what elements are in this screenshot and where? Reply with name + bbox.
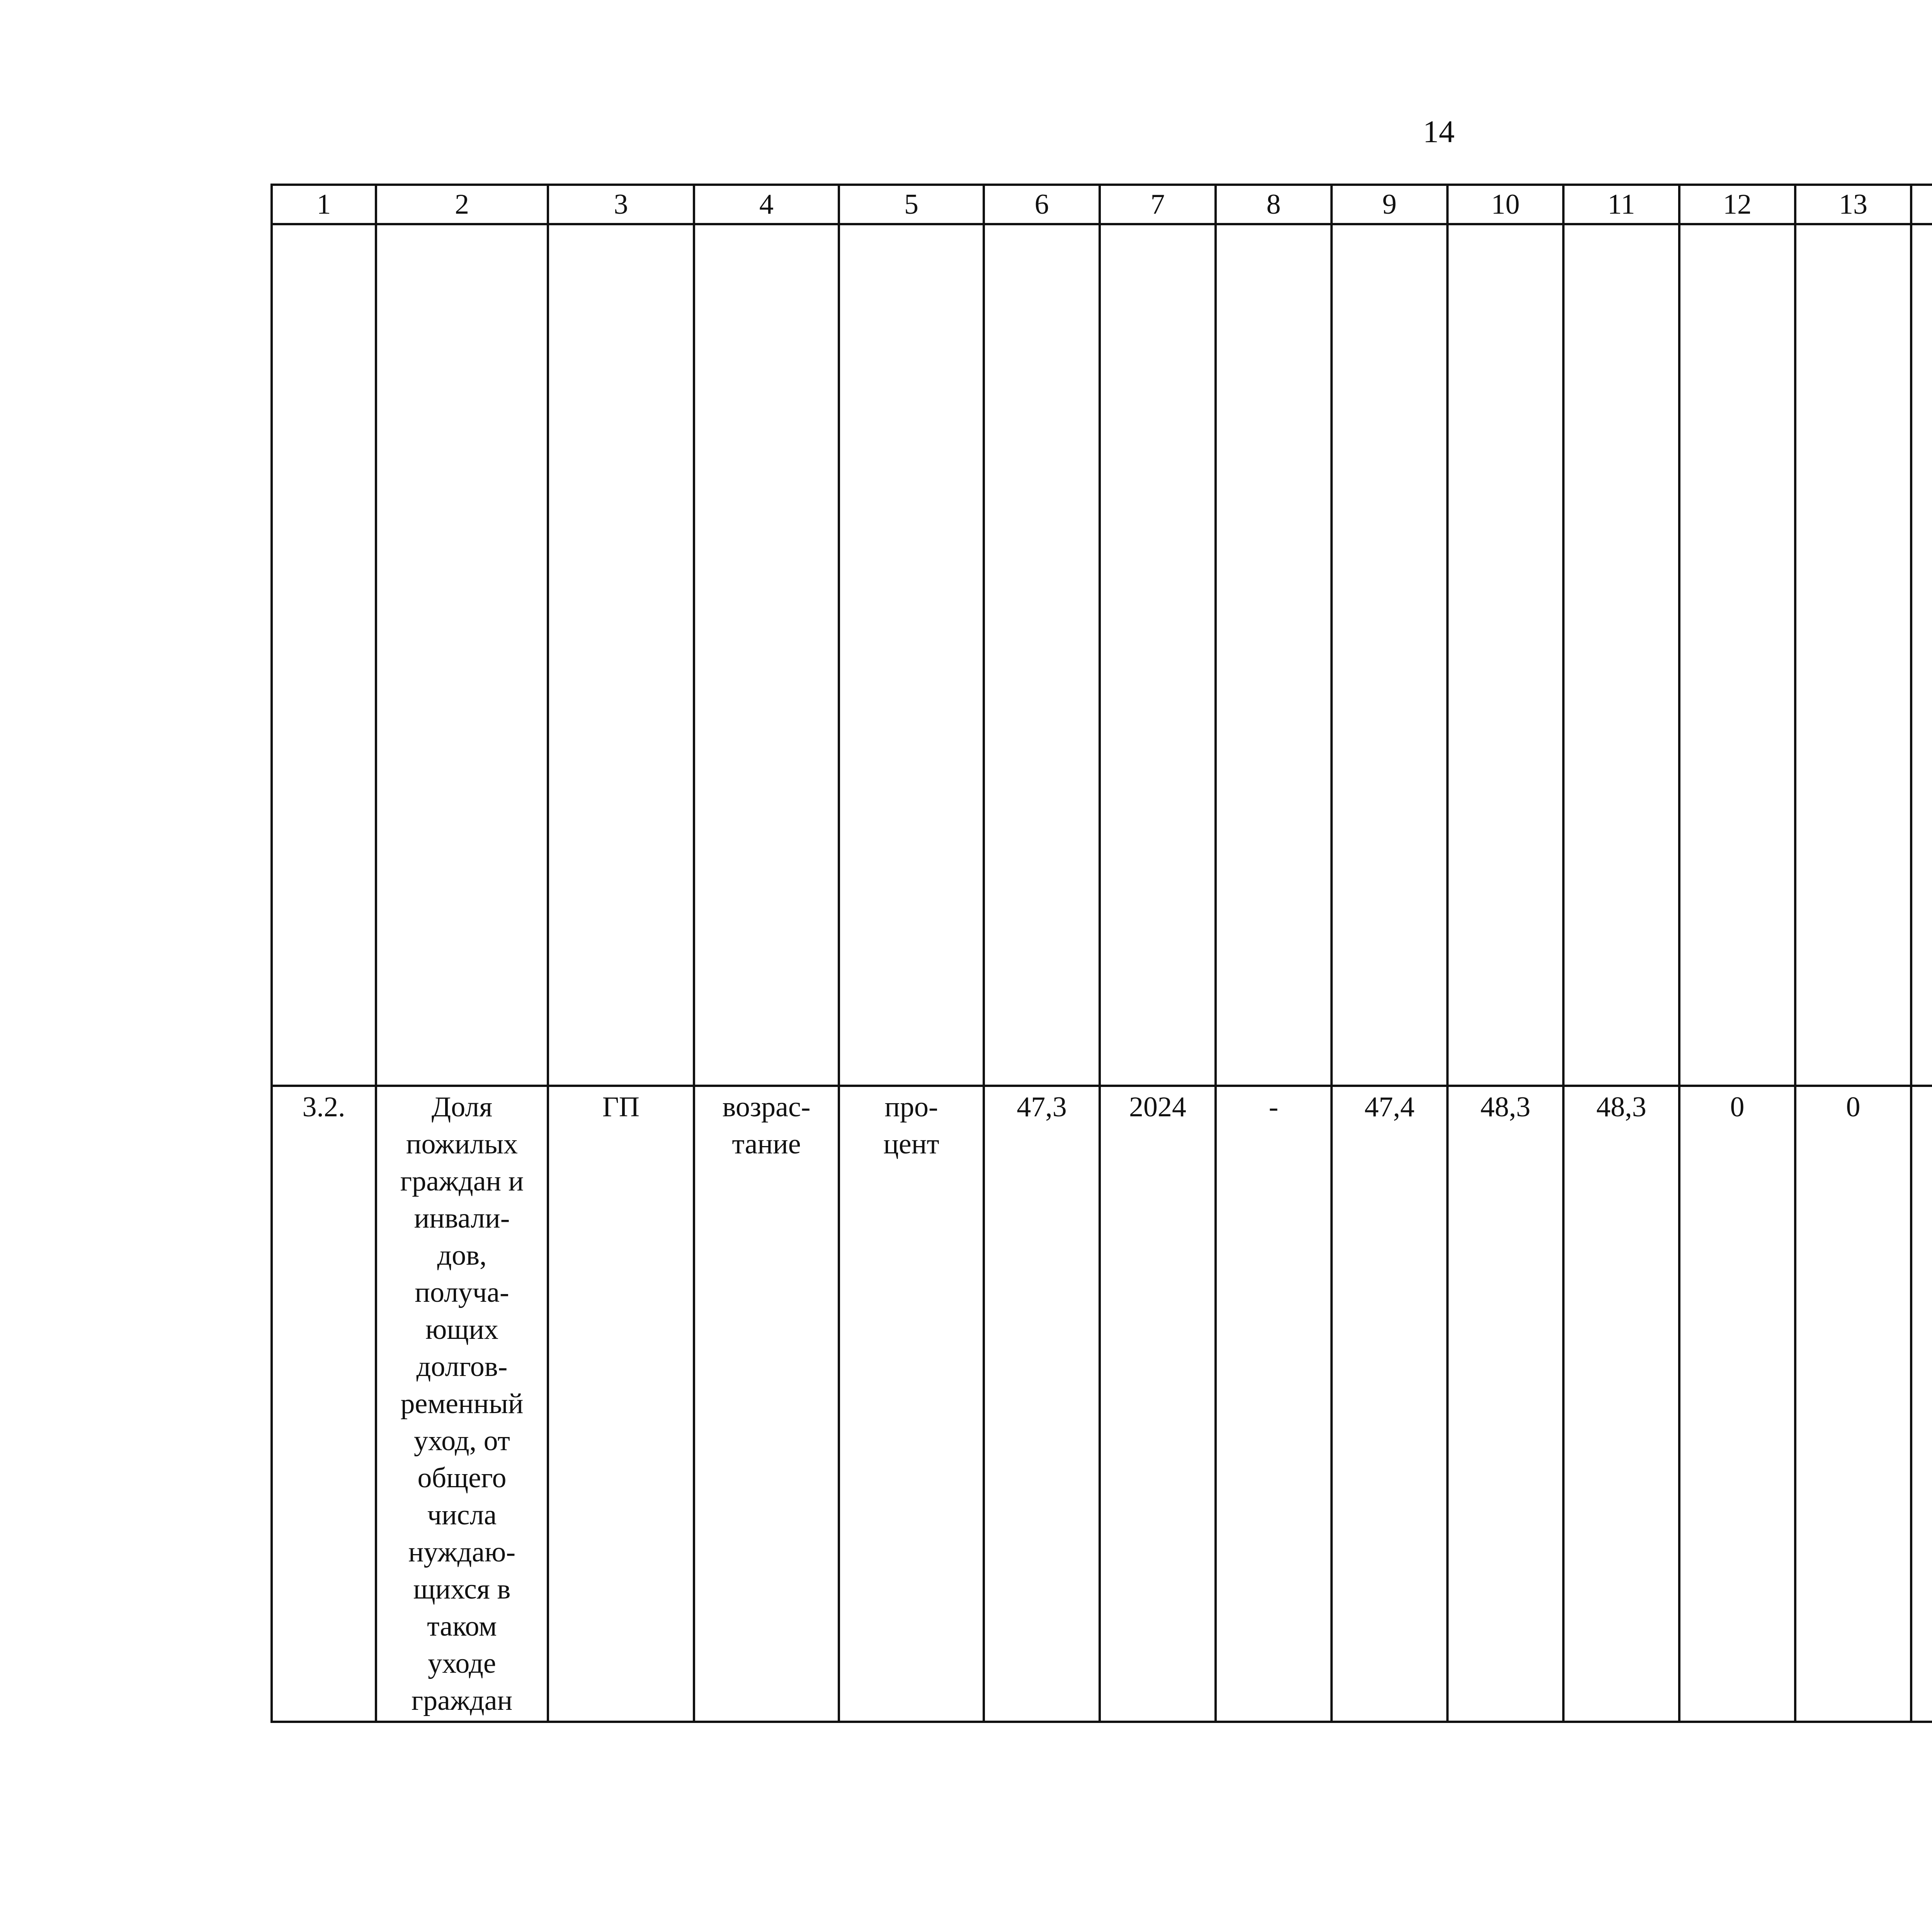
unit-cell: про- цент	[839, 1086, 984, 1722]
column-number: 7	[1100, 185, 1216, 224]
data-table	[270, 184, 1932, 1723]
value-cell	[1911, 1086, 1932, 1722]
column-number: 6	[984, 185, 1100, 224]
column-number: 9	[1332, 185, 1447, 224]
table-cell	[1447, 224, 1563, 1086]
base-year-cell: 2024	[1100, 1086, 1216, 1722]
base-value-cell: 47,3	[984, 1086, 1100, 1722]
table-cell	[376, 224, 548, 1086]
trend-cell: возрас- тание	[694, 1086, 839, 1722]
column-number: 2	[376, 185, 548, 224]
table-row-3-2	[272, 1086, 1932, 1722]
column-number: 11	[1563, 185, 1679, 224]
indicator-name-cell: Доля пожилых граждан и инвали- дов, получа- ющих долгов- ременный уход, от общего числа нуждаю- щихся в таком уходе граждан	[376, 1086, 548, 1722]
table-cell	[1795, 224, 1911, 1086]
table-cell	[694, 224, 839, 1086]
row-number-cell: 3.2.	[272, 1086, 376, 1722]
page-number: 14	[1423, 114, 1455, 149]
column-number: 12	[1679, 185, 1795, 224]
table-header-row	[272, 185, 1932, 224]
table-cell	[984, 224, 1100, 1086]
value-cell: 0	[1679, 1086, 1795, 1722]
table-row-continuation	[272, 224, 1932, 1086]
table-cell	[1679, 224, 1795, 1086]
value-cell: 48,3	[1563, 1086, 1679, 1722]
table-cell	[1911, 224, 1932, 1086]
column-number: 3	[548, 185, 694, 224]
value-cell: 0	[1795, 1086, 1911, 1722]
table-cell	[272, 224, 376, 1086]
column-number: 13	[1795, 185, 1911, 224]
table-cell	[1332, 224, 1447, 1086]
value-cell: -	[1216, 1086, 1332, 1722]
column-number: 5	[839, 185, 984, 224]
table-cell	[1563, 224, 1679, 1086]
table-cell	[548, 224, 694, 1086]
column-number	[1911, 185, 1932, 224]
column-number: 10	[1447, 185, 1563, 224]
value-cell: 47,4	[1332, 1086, 1447, 1722]
column-number: 8	[1216, 185, 1332, 224]
column-number: 1	[272, 185, 376, 224]
table-cell	[1216, 224, 1332, 1086]
column-number: 4	[694, 185, 839, 224]
value-cell: 48,3	[1447, 1086, 1563, 1722]
table-cell	[839, 224, 984, 1086]
level-cell: ГП	[548, 1086, 694, 1722]
table-cell	[1100, 224, 1216, 1086]
